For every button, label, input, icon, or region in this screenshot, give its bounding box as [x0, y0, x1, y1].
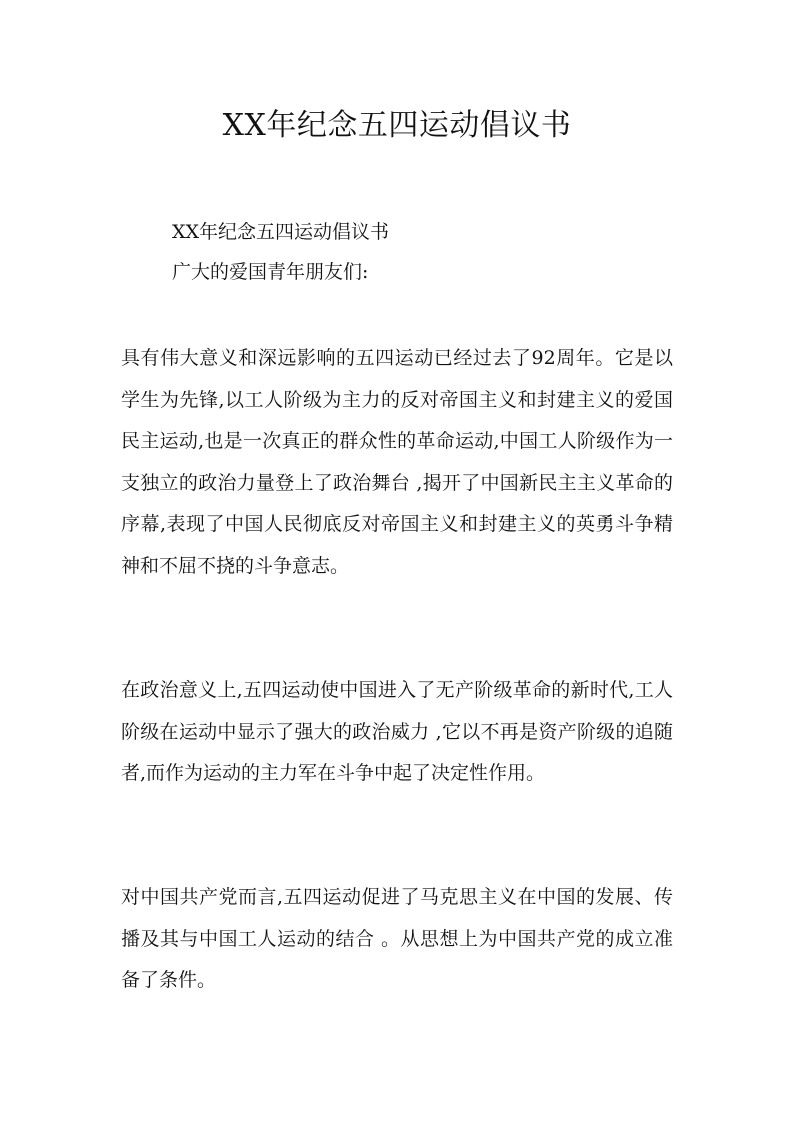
- document-title: XX年纪念五四运动倡议书: [222, 108, 572, 143]
- paragraph-3: 对中国共产党而言,五四运动促进了马克思主义在中国的发展、传播及其与中国工人运动的结合 。从思想上为中国共产党的成立准备了条件。: [121, 886, 673, 991]
- salutation: 广大的爱国青年朋友们:: [172, 261, 369, 283]
- document-subtitle: XX年纪念五四运动倡议书: [172, 221, 390, 243]
- paragraph-2: 在政治意义上,五四运动使中国进入了无产阶级革命的新时代,工人阶级在运动中显示了强大的政治威力 ,它以不再是资产阶级的追随者,而作为运动的主力军在斗争中起了决定性作用。: [121, 679, 673, 784]
- paragraph-1: 具有伟大意义和深远影响的五四运动已经过去了92周年。它是以学生为先锋,以工人阶级为主力的反对帝国主义和封建主义的爱国民主运动,也是一次真正的群众性的革命运动,中国工人阶级作为一支独立的政治力量登上了政治舞台 ,揭开了中国新民主主义革命的序幕,表现了中国人民彻底反对帝国主义和封建主义的英勇斗争精神和不屈不挠的斗争意志。: [121, 347, 673, 577]
